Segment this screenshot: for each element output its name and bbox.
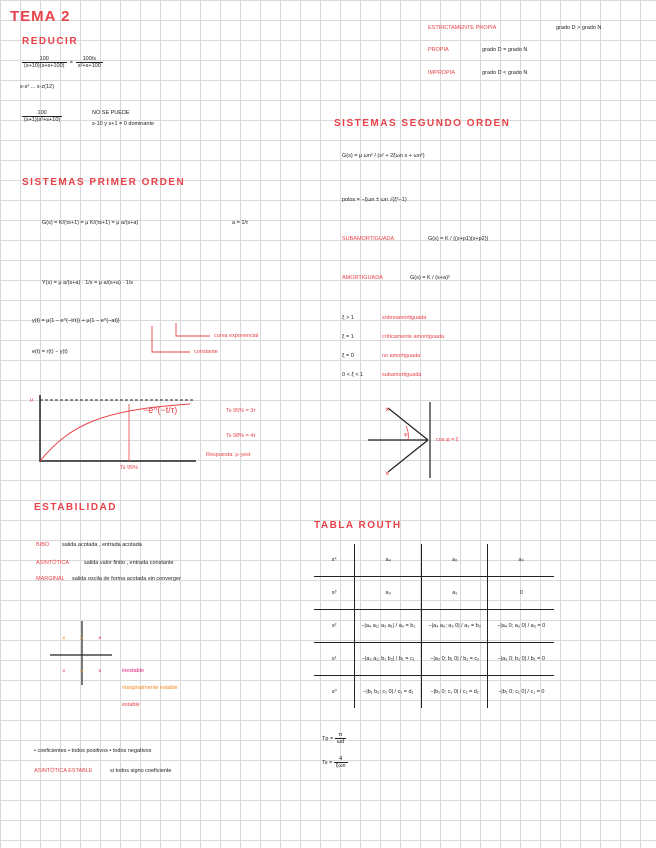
reducir-line2-note-top: NO SE PUEDE	[92, 110, 130, 116]
reducir-heading: REDUCIR	[22, 36, 79, 47]
svg-text:×: ×	[62, 636, 66, 642]
reducir-line2-den: (s+1)(s²+s+10)	[24, 117, 61, 123]
routh-cell: −|a₃ 0; b₁ 0| / b₁ = c₂	[421, 643, 488, 676]
ts-formula	[322, 756, 348, 769]
reducir-line2-note-bottom: s-10 y s+1 = 0 dominante	[92, 121, 155, 127]
reducir-line1-left-den: (s+10)(s+s+100)	[24, 63, 65, 69]
tp-label: Tp =	[322, 735, 334, 742]
routh-cell: −|a₄ 0; a₃ 0| / a₃ = 0	[488, 610, 554, 643]
propriety-label-2: IMPROPIA	[428, 70, 455, 76]
ts-den: ξωn	[335, 763, 346, 769]
routh-cell: −|a₄ a₂; a₃ a₁| / a₃ = b₁	[355, 610, 422, 643]
legend-inestable: inestable	[122, 668, 145, 674]
estab-text-2: salida oscila de forma acotada sin converger	[72, 576, 181, 582]
routh-table	[314, 544, 554, 708]
tp-num: π	[335, 732, 346, 739]
routh-s: s⁴	[314, 544, 355, 577]
routh-row	[314, 544, 554, 577]
graph-mu-label: μ	[30, 397, 34, 403]
segundo-sub-label: SUBAMORTIGUADA	[342, 236, 395, 242]
estab-text-1: salida valor finito , entrada constante	[84, 560, 174, 566]
primer-yt-eq: y(t) = μ(1 − e^(−t/τ)) + μ(1 − e^(−at))	[32, 318, 120, 324]
svg-text:×: ×	[80, 636, 84, 642]
reducir-line1: $\frac{100}{(s+10)(s+s+100)}$ = $\frac{100/s}{\text{s²+s+100}}$	[24, 56, 101, 69]
routh-s: s³	[314, 577, 355, 610]
propriety-label-1: PROPIA	[428, 47, 449, 53]
routh-cell: a₃	[355, 577, 422, 610]
routh-heading: TABLA ROUTH	[314, 520, 402, 531]
routh-row	[314, 643, 554, 676]
propriety-label-0: ESTRICTAMENTE PROPIA	[428, 25, 497, 31]
routh-cell: a₄	[355, 544, 422, 577]
curva-label: curva exponencial	[214, 333, 259, 339]
case-text-0: sobreamortiguada	[382, 315, 427, 321]
routh-cell: −|b₁ 0; c₁ 0| / c₁ = 0	[488, 676, 554, 709]
routh-s: s⁰	[331, 689, 337, 695]
phi-label: φ	[404, 432, 408, 438]
routh-row	[314, 610, 554, 643]
routh-s: s¹	[314, 643, 355, 676]
routh-row	[314, 676, 554, 709]
svg-text:×: ×	[98, 669, 102, 675]
estab-note2-text: si todos signo coeficiente	[110, 768, 172, 774]
propriety-cond-2: grado D < grado N	[482, 70, 528, 76]
estabilidad-heading: ESTABILIDAD	[34, 502, 117, 513]
routh-cell: −|b₁ b₂; c₁ 0| / c₁ = d₁	[355, 676, 422, 709]
segundo-amort-eq: G(s) = K / (s+a)²	[410, 275, 450, 281]
tp-den: ωd	[336, 739, 345, 745]
tp-formula	[322, 732, 346, 745]
cos-phi-label: cos φ = ξ	[436, 437, 459, 443]
propriety-cond-1: grado D = grado N	[482, 47, 528, 53]
ts98: Ts 98% = 4τ	[226, 433, 256, 439]
routh-cell: a₁	[421, 577, 488, 610]
case-text-3: subamortiguada	[382, 372, 422, 378]
routh-cell: −|b₁ 0; c₁ 0| / c₁ = d₂	[421, 676, 488, 709]
routh-s: s²	[314, 610, 355, 643]
estab-note2-label: ASINTÓTICA ESTABLE	[34, 768, 93, 774]
svg-text:×: ×	[80, 669, 84, 675]
segundo-amort-label: AMORTIGUADA	[342, 275, 383, 281]
primer-y-eq: Y(s) = μ a/(s+a) · 1/s = μ a/(s+a) · 1/s	[42, 280, 134, 286]
case-cond-3: 0 < ξ < 1	[342, 372, 364, 378]
ts95: Ts 95% = 3τ	[226, 408, 256, 414]
svg-text:×: ×	[98, 636, 102, 642]
estab-text-0: salida acotada , entrada acotada	[62, 542, 142, 548]
reducir-line1-left-num: 100	[22, 56, 67, 63]
primer-g-note: a = 1/τ	[232, 220, 249, 226]
case-text-1: críticamente amortiguada	[382, 334, 445, 340]
ts-label: Ts =	[322, 759, 333, 766]
segundo-sub-eq: G(s) = K / ((s+p1)(s+p2))	[428, 236, 489, 242]
page-title: TEMA 2	[10, 8, 71, 25]
routh-cell: 0	[488, 577, 554, 610]
primer-e-eq: e(t) = r(t) − y(t)	[32, 349, 68, 355]
constante-label: constante	[194, 349, 218, 355]
segundo-polos: polos = −ξωn ± ωn √(ξ²−1)	[342, 197, 407, 203]
reducir-line1-right-num: 100/s	[76, 56, 103, 63]
propriety-cond-0: grado D > grado N	[556, 25, 602, 31]
case-cond-1: ξ = 1	[342, 334, 354, 340]
legend-estable: estable	[122, 702, 140, 708]
primer-orden-heading: SISTEMAS PRIMER ORDEN	[22, 177, 186, 188]
estab-label-2: MARGINAL	[36, 576, 65, 582]
segundo-orden-heading: SISTEMAS SEGUNDO ORDEN	[334, 118, 511, 129]
routh-cell: −|a₃ a₁; b₁ b₂| / b₁ = c₁	[355, 643, 422, 676]
estab-label-0: BIBO	[36, 542, 50, 548]
graph-x-label: Ts 95%	[120, 465, 139, 471]
graph-curve-label: −e^(−t/τ)	[143, 405, 178, 415]
primer-g-eq: G(s) = K/(τs+1) = μ K/(τs+1) = μ a/(s+a)	[42, 220, 139, 226]
reducir-line1-right-den: s²+s+100	[77, 63, 101, 69]
routh-cell: a₂	[421, 544, 488, 577]
svg-text:×: ×	[385, 405, 390, 414]
reducir-line1-note: s-s² ... s-z(12)	[20, 84, 54, 90]
case-cond-2: ξ = 0	[342, 353, 354, 359]
estab-note1: • coeficientes • todos positivos • todos negativos	[34, 748, 152, 754]
routh-row	[314, 577, 554, 610]
legend-marginal: marginalmente estable	[122, 685, 178, 691]
ts-num: 4	[334, 756, 348, 763]
routh-cell: −|a₄ a₀; a₃ 0| / a₃ = b₂	[421, 610, 488, 643]
reducir-line2-num: 100	[22, 110, 62, 117]
segundo-g-eq: G(s) = μ ωn² / (s² + 2ξωn s + ωn²)	[342, 153, 425, 159]
respuesta: Respuesta: μ·yest	[206, 452, 251, 458]
routh-cell: a₀	[488, 544, 554, 577]
estab-label-1: ASINTÓTICA	[36, 560, 70, 566]
svg-text:×: ×	[62, 669, 66, 675]
routh-cell: −|a₃ 0; b₁ 0| / b₁ = 0	[488, 643, 554, 676]
svg-text:×: ×	[385, 469, 390, 478]
case-cond-0: ξ > 1	[342, 315, 354, 321]
case-text-2: no amortiguada	[382, 353, 421, 359]
